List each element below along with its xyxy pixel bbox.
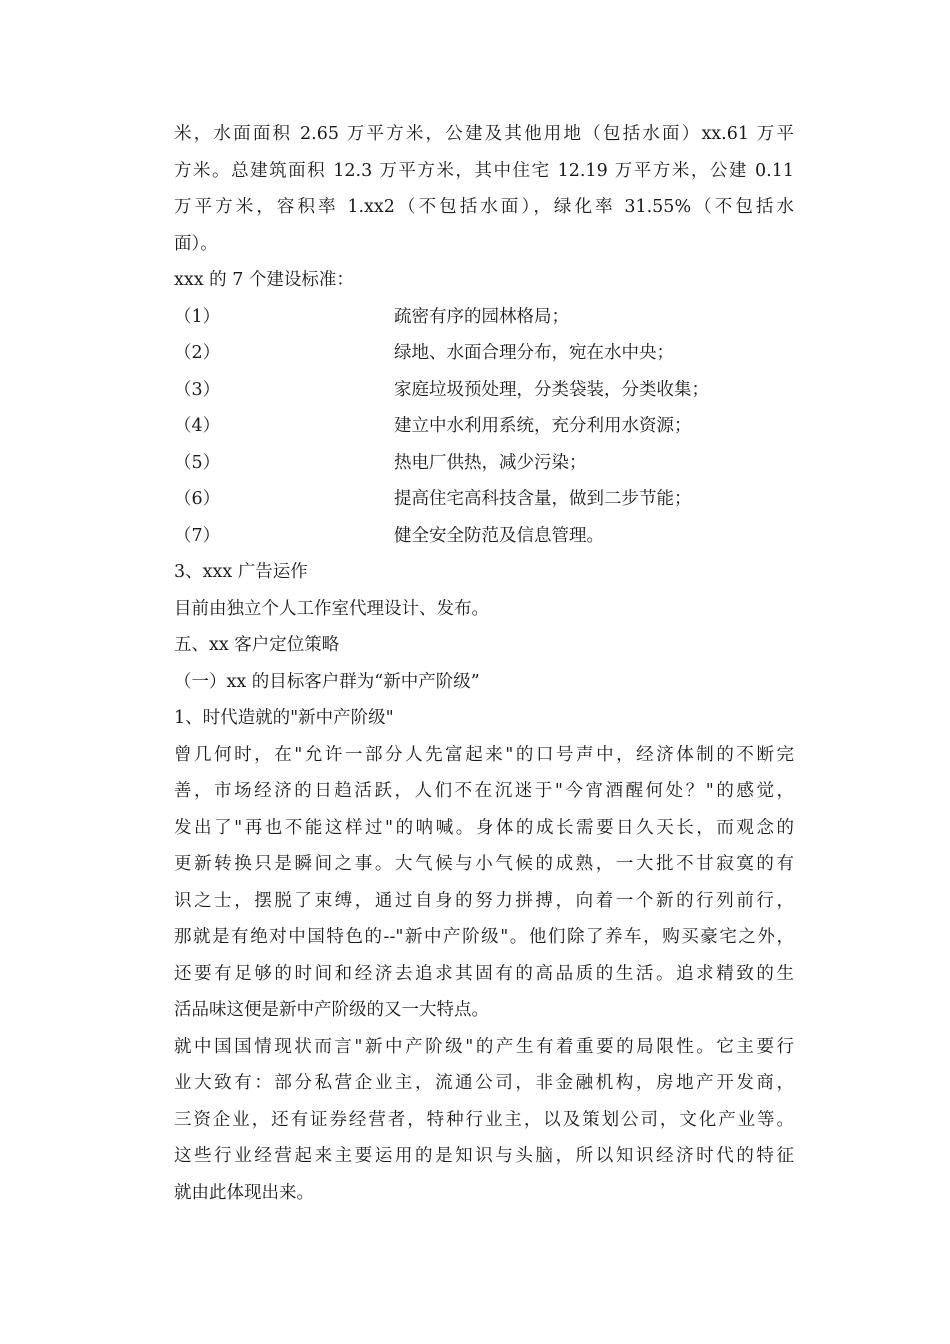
section-heading-customer: 五、xx 客户定位策略 (174, 635, 340, 655)
text-line: 善，市场经济的日趋活跃，人们不在沉迷于"今宵酒醒何处？"的感觉， (174, 781, 794, 801)
list-item (174, 372, 794, 409)
subsection-heading-1: 1、时代造就的"新中产阶级" (174, 708, 394, 728)
list-item-text: 热电厂供热，减少污染； (394, 452, 587, 473)
list-item-number: （2） (174, 343, 221, 363)
paragraph-industries (174, 1029, 794, 1212)
ad-text: 目前由独立个人工作室代理设计、发布。 (174, 598, 489, 619)
text-line: 识之士，摆脱了束缚，通过自身的努力拼搏，向着一个新的行列前行， (174, 890, 794, 911)
text-line: 发出了"再也不能这样过"的呐喊。身体的成长需要日久天长，而观念的 (174, 817, 794, 838)
standards-title: xxx 的 7 个建设标准： (174, 270, 354, 290)
text-line: 那就是有绝对中国特色的--"新中产阶级"。他们除了养车，购买豪宅之外， (174, 927, 794, 947)
paragraph-area-stats (174, 116, 794, 262)
text-line: 更新转换只是瞬间之事。大气候与小气候的成熟，一大批不甘寂寞的有 (174, 854, 794, 874)
list-item (174, 299, 794, 336)
list-item-number: （7） (174, 525, 221, 546)
list-item-number: （6） (174, 489, 221, 509)
text-line: 活品味这便是新中产阶级的又一大特点。 (174, 1000, 489, 1020)
list-item-text: 疏密有序的园林格局； (394, 306, 569, 327)
list-item-text: 提高住宅高科技含量，做到二步节能； (394, 489, 692, 509)
text-line: 曾几何时，在"允许一部分人先富起来"的口号声中，经济体制的不断完 (174, 744, 794, 765)
list-item (174, 445, 794, 482)
list-item (174, 481, 794, 518)
text-line: 三资企业，还有证券经营者，特种行业主，以及策划公司，文化产业等。 (174, 1109, 794, 1130)
list-item-text: 建立中水利用系统，充分利用水资源； (394, 416, 692, 436)
list-item-text: 家庭垃圾预处理，分类袋装，分类收集； (394, 379, 709, 400)
list-item (174, 335, 794, 372)
text-line: 业大致有：部分私营企业主，流通公司，非金融机构，房地产开发商， (174, 1073, 794, 1093)
document-page (174, 116, 794, 1211)
text-line: 米，水面面积 2.65 万平方米，公建及其他用地（包括水面）xx.61 万平 (174, 124, 794, 144)
standards-list (174, 299, 794, 555)
paragraph-new-middle-class (174, 737, 794, 1029)
list-item-number: （3） (174, 379, 221, 400)
text-line: 还要有足够的时间和经济去追求其固有的高品质的生活。追求精致的生 (174, 963, 794, 984)
list-item-number: （4） (174, 416, 221, 436)
text-line: 就中国国情现状而言"新中产阶级"的产生有着重要的局限性。它主要行 (174, 1036, 794, 1057)
section-heading-ad: 3、xxx 广告运作 (174, 562, 308, 582)
text-line: 这些行业经营起来主要运用的是知识与头脑，所以知识经济时代的特征 (174, 1146, 794, 1166)
text-line: 万平方米，容积率 1.xx2（不包括水面），绿化率 31.55%（不包括水 (174, 197, 794, 217)
list-item-text: 健全安全防范及信息管理。 (394, 525, 604, 546)
text-line: 面）。 (174, 233, 218, 254)
subsection-heading: （一）xx 的目标客户群为“新中产阶级” (174, 671, 480, 692)
list-item (174, 408, 794, 445)
list-item-number: （5） (174, 452, 221, 473)
text-line: 方米。总建筑面积 12.3 万平方米，其中住宅 12.19 万平方米，公建 0.11 (174, 160, 794, 181)
list-item-number: （1） (174, 306, 221, 327)
list-item-text: 绿地、水面合理分布，宛在水中央； (394, 343, 674, 363)
text-line: 就由此体现出来。 (174, 1182, 314, 1203)
list-item (174, 518, 794, 555)
